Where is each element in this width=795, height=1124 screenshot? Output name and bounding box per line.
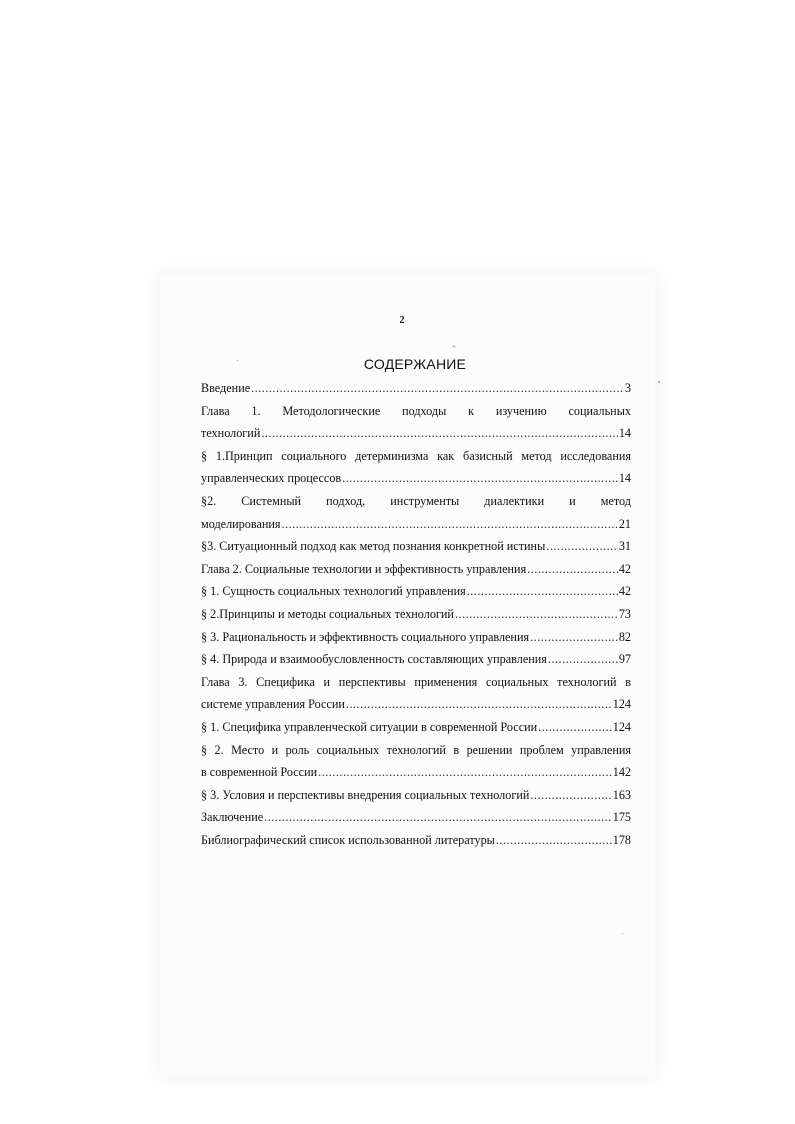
toc-entry-text: Заключение — [201, 810, 264, 825]
toc-entry-last-line — [201, 513, 631, 536]
dot-leader — [530, 784, 611, 807]
dot-leader — [346, 693, 612, 716]
toc-entry — [201, 671, 631, 716]
toc-entry — [201, 400, 631, 445]
toc-entry-text: моделирования — [201, 516, 281, 531]
toc-entry-text: § 4. Природа и взаимообусловленность составляющих управления — [201, 652, 547, 667]
toc-entry — [201, 580, 631, 603]
scan-speck — [622, 933, 623, 934]
toc-entry — [201, 626, 631, 649]
toc-entry-text-line: Глава 3. Специфика и перспективы применения социальных технологий в — [201, 674, 631, 689]
toc-entry-page-number: 42 — [618, 584, 631, 599]
toc-entry-page-number: 142 — [612, 765, 631, 780]
toc-entry-page-number: 178 — [612, 832, 631, 847]
toc-entry-text: системе управления России — [201, 697, 345, 712]
table-of-contents — [201, 377, 631, 851]
toc-entry — [201, 716, 631, 739]
toc-entry-text-line: § 1.Принцип социального детерминизма как базисный метод исследования — [201, 448, 631, 463]
toc-entry-text: Введение — [201, 381, 251, 395]
toc-entry-last-line — [201, 377, 631, 400]
toc-entry-last-line — [201, 603, 631, 626]
dot-leader — [455, 603, 618, 626]
toc-entry-page-number: 175 — [612, 810, 631, 825]
toc-entry-text: Глава 2. Социальные технологии и эффективность управления — [201, 561, 527, 576]
toc-entry-text-line: Глава 1. Методологические подходы к изучению социальных — [201, 403, 631, 418]
toc-entry-page-number: 31 — [618, 539, 631, 554]
toc-entry-text-line: §2. Системный подход, инструменты диалектики и метод — [201, 493, 631, 508]
dot-leader — [467, 580, 618, 603]
toc-entry-page-number: 21 — [618, 516, 631, 531]
toc-entry-text: § 3. Условия и перспективы внедрения социальных технологий — [201, 787, 530, 802]
toc-entry-text: § 2.Принципы и методы социальных технологий — [201, 606, 454, 621]
toc-entry-text: § 1. Сущность социальных технологий управления — [201, 584, 466, 599]
toc-entry-text: Библиографический список использованной литературы — [201, 832, 495, 847]
toc-entry-last-line — [201, 422, 631, 445]
toc-entry-page-number: 97 — [618, 652, 631, 667]
toc-entry-page-number: 163 — [612, 787, 631, 802]
toc-title: СОДЕРЖАНИЕ — [363, 356, 467, 372]
toc-entry-last-line — [201, 467, 631, 490]
toc-entry-page-number: 124 — [612, 697, 631, 712]
toc-entry — [201, 806, 631, 829]
toc-entry — [201, 535, 631, 558]
toc-entry-page-number: 124 — [612, 719, 631, 734]
toc-entry-last-line — [201, 558, 631, 581]
toc-entry-page-number: 3 — [624, 381, 631, 395]
toc-entry-text-line: § 2. Место и роль социальных технологий в решении проблем управления — [201, 742, 631, 757]
toc-entry-last-line — [201, 761, 631, 784]
dot-leader — [527, 558, 618, 581]
dot-leader — [496, 829, 612, 852]
toc-entry-last-line — [201, 693, 631, 716]
dot-leader — [530, 626, 618, 649]
dot-leader — [546, 535, 618, 558]
toc-entry-text: § 1. Специфика управленческой ситуации в современной России — [201, 719, 538, 734]
toc-entry-page-number: 42 — [618, 561, 631, 576]
toc-entry-last-line — [201, 626, 631, 649]
toc-entry-text: управленческих процессов — [201, 471, 342, 486]
toc-entry — [201, 490, 631, 535]
dot-leader — [264, 806, 612, 829]
toc-entry — [201, 648, 631, 671]
toc-entry-last-line — [201, 829, 631, 852]
toc-entry-text: в современной России — [201, 765, 318, 780]
toc-entry — [201, 377, 631, 400]
toc-entry — [201, 558, 631, 581]
toc-entry-page-number: 82 — [618, 629, 631, 644]
toc-entry-last-line — [201, 580, 631, 603]
toc-entry — [201, 829, 631, 852]
toc-entry-last-line — [201, 716, 631, 739]
dot-leader — [538, 716, 612, 739]
toc-entry-last-line — [201, 784, 631, 807]
dot-leader — [548, 648, 618, 671]
toc-entry — [201, 445, 631, 490]
toc-entry-page-number: 14 — [618, 426, 631, 441]
toc-entry-last-line — [201, 648, 631, 671]
toc-entry-text: §3. Ситуационный подход как метод познания конкретной истины — [201, 539, 546, 554]
dot-leader — [261, 422, 617, 445]
toc-entry-text: § 3. Рациональность и эффективность социального управления — [201, 629, 530, 644]
toc-entry-text: технологий — [201, 426, 261, 441]
toc-entry-last-line — [201, 535, 631, 558]
page-number: 2 — [399, 315, 405, 326]
toc-entry — [201, 739, 631, 784]
toc-entry-page-number: 14 — [618, 471, 631, 486]
toc-entry — [201, 784, 631, 807]
toc-entry-last-line — [201, 806, 631, 829]
dot-leader — [318, 761, 612, 784]
toc-entry-page-number: 73 — [618, 606, 631, 621]
dot-leader — [251, 377, 624, 400]
scan-speck — [658, 381, 660, 383]
dot-leader — [282, 513, 618, 536]
toc-entry — [201, 603, 631, 626]
dot-leader — [342, 467, 618, 490]
